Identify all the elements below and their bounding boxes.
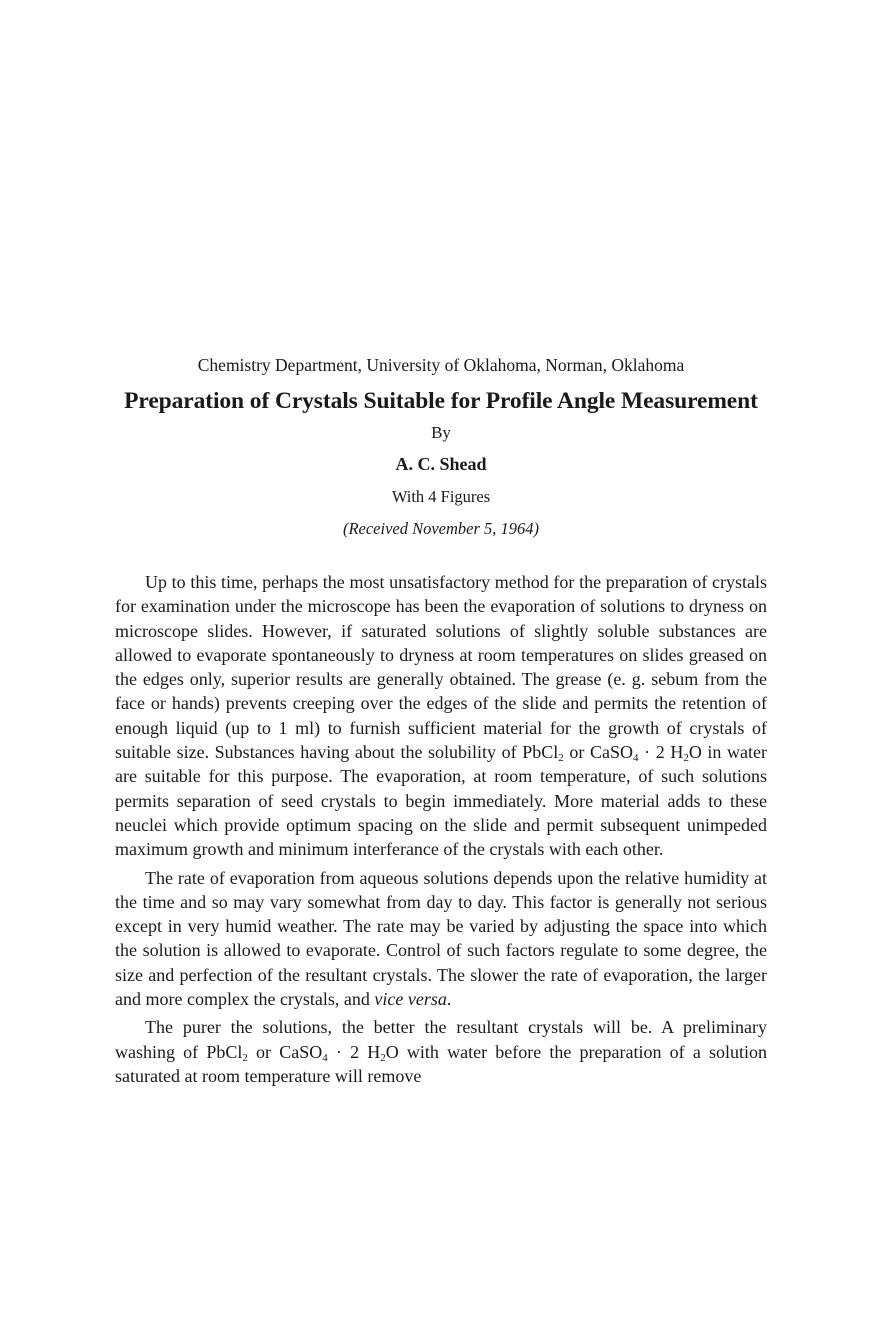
vice-versa-italic: vice versa <box>374 989 447 1010</box>
formula-caso4: CaSO$_4$ · 2 $H_2O$ <box>279 1041 399 1064</box>
received-date: (Received November 5, 1964) <box>342 519 540 538</box>
p3-text-b: with water before the preparation of a solution saturated at room temperature will remove <box>115 1041 767 1086</box>
by-line: By <box>431 423 451 442</box>
article-body <box>115 570 767 1088</box>
affiliation: Chemistry Department, University of Oklahoma, Norman, Oklahoma <box>197 355 685 375</box>
p3-text-a: The purer the solutions, the better the resultant crystals will be. A preliminary washing of <box>115 1017 767 1062</box>
paragraph-2: The rate of evaporation from aqueous solutions depends upon the relative humidity at the time and so may vary somewhat from day to day. This factor is generally not serious except in very humid weather. The rate may be varied by adjusting the space into which the solution is allowed to evaporate. Control of such factors regulate to some degree, the size and perfection of the resultant crystals. The slower the rate of evaporation, the larger and more complex the crystals, and vice versa. <box>115 867 767 1010</box>
author-name: A. C. Shead <box>395 454 487 474</box>
formula-pbcl2: PbCl$_2$ <box>522 742 564 765</box>
formula-caso4: CaSO$_4$ · 2 $H_2O$ <box>590 742 702 765</box>
p1-text-a: Up to this time, perhaps the most unsatisfactory method for the preparation of crystals for examination under the microscope has been the evaporation of solutions to dryness on microscope slides. However, if saturated solutions of slightly soluble substances are allowed to evaporate spontaneously to dryness at room temperatures on slides greased on the edges only, superior results are generally obtained. The grease (e. g. sebum from the face or hands) prevents creeping over the edges of the slide and permits the retention of enough liquid (up to 1 ml) to furnish sufficient material for the growth of crystals of suitable size. Substances having about the solubility of <box>115 572 767 763</box>
formula-pbcl2: PbCl$_2$ <box>206 1041 248 1064</box>
paragraph-1: Up to this time, perhaps the most unsatisfactory method for the preparation of crystals for examination under the microscope has been the evaporation of solutions to dryness on microscope slides. However, if saturated solutions of slightly soluble substances are allowed to evaporate spontaneously to dryness at room temperatures on slides greased on the edges only, superior results are generally obtained. The grease (e. g. sebum from the face or hands) prevents creeping over the edges of the slide and permits the retention of enough liquid (up to 1 ml) to furnish sufficient material for the growth of crystals of suitable size. Substances having about the solubility of PbCl$_2$ or CaSO$_4$ · 2 $H_2O$ in water are suitable for this purpose. The evaporation, at room temperature, of such solutions permits separation of seed crystals to begin immediately. More material adds to these neuclei which provide optimum spacing on the slide and permit subsequent unimpeded maximum growth and minimum interferance of the crystals with each other. <box>115 572 768 860</box>
figures-note: With 4 Figures <box>391 487 491 506</box>
paragraph-3: The purer the solutions, the better the resultant crystals will be. A preliminary washing of PbCl$_2$ or CaSO$_4$ · 2 $H_2O$ with water before the preparation of a solution saturated at room temperature will remove <box>115 1017 767 1086</box>
paper-page <box>115 352 767 1088</box>
paper-title: Preparation of Crystals Suitable for Profile Angle Measurement <box>124 388 758 414</box>
p1-text-b: in water are suitable for this purpose. The evaporation, at room temperature, of such solutions permits separation of seed crystals to begin immediately. More material adds to these neuclei which provide optimum spacing on the slide and permit subsequent unimpeded maximum growth and minimum interferance of the crystals with each other. <box>115 742 768 860</box>
p2-text-a: The rate of evaporation from aqueous solutions depends upon the relative humidity at the time and so may vary somewhat from day to day. This factor is generally not serious except in very humid weather. The rate may be varied by adjusting the space into which the solution is allowed to evaporate. Control of such factors regulate to some degree, the size and perfection of the resultant crystals. The slower the rate of evaporation, the larger and more complex the crystals, and <box>115 867 767 1010</box>
